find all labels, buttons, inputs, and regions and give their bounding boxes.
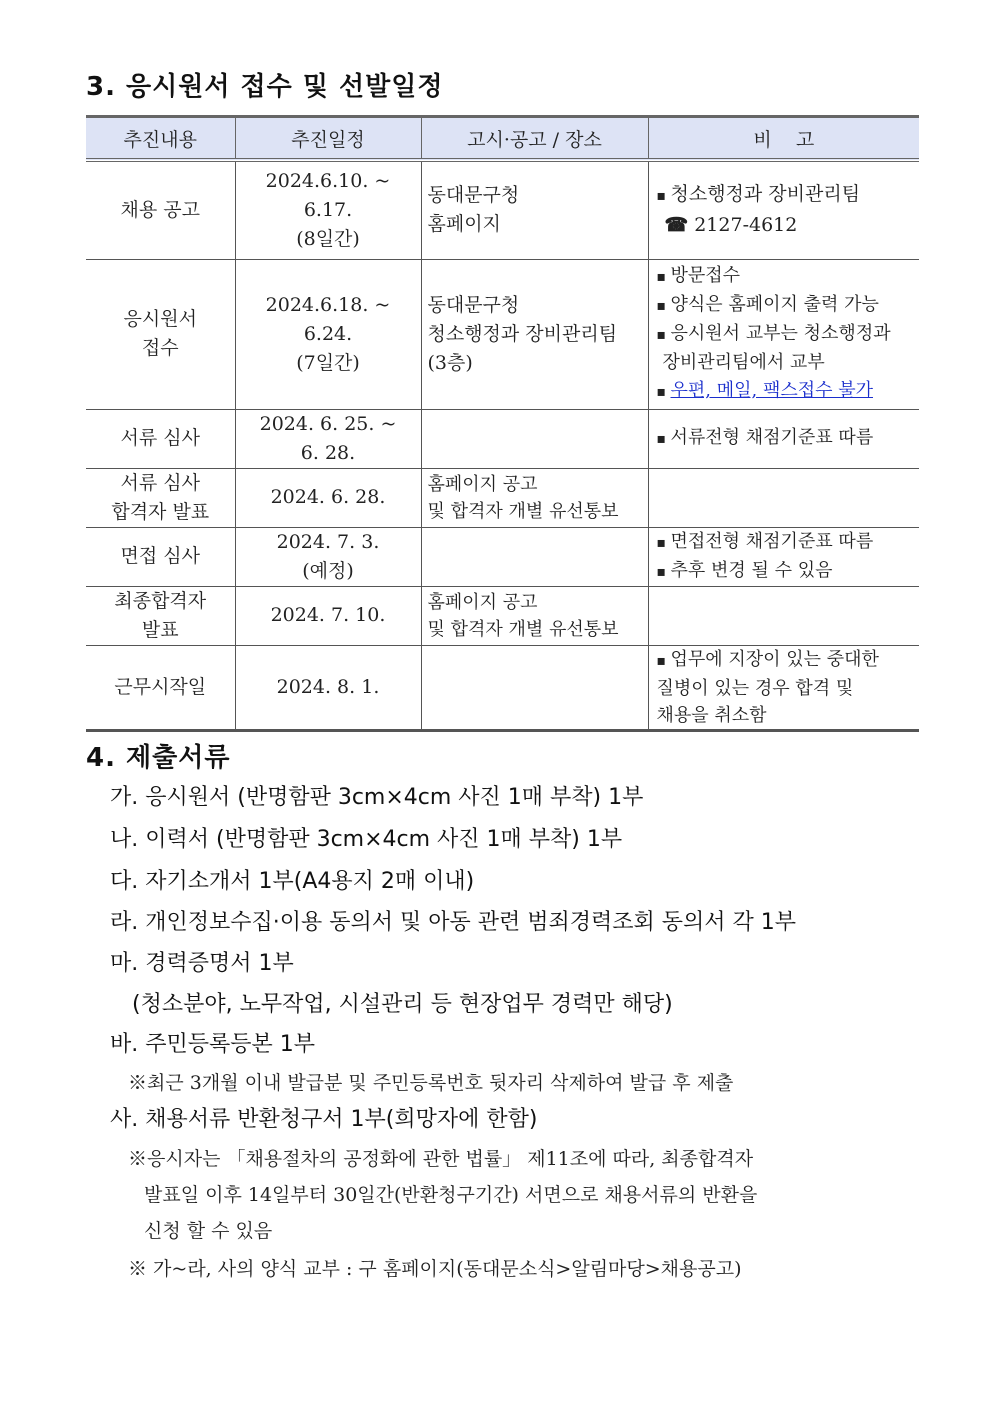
- cell-schedule: [235, 259, 421, 409]
- cell-text: (3층): [427, 351, 473, 374]
- cell-text: 응시원서: [123, 308, 197, 330]
- col-header-notes: 비 고: [648, 117, 919, 161]
- table-header-row: [86, 117, 919, 161]
- cell-place: [421, 259, 648, 409]
- note-line: [655, 349, 914, 377]
- bullet-icon: ▪: [656, 188, 666, 205]
- cell-text: 근무시작일: [114, 675, 207, 698]
- document-item: 사. 채용서류 반환청구서 1부(희망자에 한함): [110, 1107, 538, 1132]
- bullet-icon: ▪: [656, 563, 666, 580]
- cell-place: [421, 645, 648, 730]
- document-item: 마. 경력증명서 1부: [110, 951, 294, 976]
- table-row: [86, 586, 919, 645]
- cell-text: 2024.6.18. ~: [265, 293, 391, 316]
- note-text: 서류전형 채점기준표 따름: [670, 427, 874, 448]
- cell-item: [86, 409, 235, 468]
- bullet-icon: ▪: [656, 298, 666, 314]
- table-row: [86, 527, 919, 586]
- note-text: 장비관리팀에서 교부: [662, 352, 825, 373]
- note-line: [655, 702, 914, 729]
- document-item: 가. 응시원서 (반명함판 3cm×4cm 사진 1매 부착) 1부: [110, 785, 644, 810]
- cell-text: 6.24.: [303, 322, 353, 345]
- document-item: 라. 개인정보수집·이용 동의서 및 아동 관련 범죄경력조회 동의서 각 1부: [110, 910, 796, 935]
- note-line: [655, 528, 914, 557]
- note-line: [655, 377, 914, 406]
- cell-item: [86, 527, 235, 586]
- cell-schedule: [235, 586, 421, 645]
- cell-schedule: [235, 468, 421, 527]
- note-text: 질병이 있는 경우 합격 및: [656, 677, 854, 699]
- cell-notes: [648, 160, 919, 259]
- phone-icon: ☎: [664, 214, 689, 237]
- note-line: [655, 291, 914, 320]
- document-note-line: 신청 할 수 있음: [144, 1220, 273, 1242]
- note-text: 양식은 홈페이지 출력 가능: [670, 294, 879, 315]
- cell-notes: [648, 645, 919, 730]
- cell-text: 2024. 8. 1.: [276, 675, 380, 698]
- table-row: [86, 645, 919, 730]
- cell-text: 6.17.: [303, 198, 353, 221]
- cell-text: (8일간): [296, 227, 360, 250]
- cell-notes: [648, 586, 919, 645]
- cell-notes: [648, 259, 919, 409]
- cell-text: 6. 28.: [300, 441, 356, 464]
- note-text: 업무에 지장이 있는 중대한: [670, 648, 879, 670]
- bullet-icon: ▪: [656, 384, 666, 400]
- cell-text: 면접 심사: [120, 545, 200, 567]
- cell-text: 채용 공고: [120, 198, 200, 221]
- document-item: 바. 주민등록등본 1부: [110, 1032, 315, 1057]
- note-line: [655, 320, 914, 349]
- cell-place: [421, 409, 648, 468]
- table-row: [86, 160, 919, 259]
- cell-text: 2024. 7. 3.: [276, 530, 380, 553]
- cell-text: 및 합격자 개별 유선통보: [427, 500, 619, 522]
- note-line: [655, 423, 914, 454]
- note-line: [655, 646, 914, 675]
- cell-text: (7일간): [296, 351, 360, 374]
- cell-place: [421, 160, 648, 259]
- cell-text: 홈페이지 공고: [427, 473, 538, 495]
- document-item: 나. 이력서 (반명함판 3cm×4cm 사진 1매 부착) 1부: [110, 827, 623, 852]
- section-4-title: 4. 제출서류: [86, 743, 231, 773]
- note-line: [655, 211, 914, 240]
- col-header-schedule: 추진일정: [235, 117, 421, 161]
- note-line: [655, 180, 914, 211]
- bullet-icon: ▪: [656, 431, 666, 447]
- document-note: ※최근 3개월 이내 발급분 및 주민등록번호 뒷자리 삭제하여 발급 후 제출: [128, 1072, 734, 1094]
- note-line: [655, 675, 914, 702]
- bullet-icon: ▪: [656, 269, 666, 285]
- table-row: [86, 409, 919, 468]
- cell-notes: [648, 409, 919, 468]
- cell-item: [86, 468, 235, 527]
- document-item: 다. 자기소개서 1부(A4용지 2매 이내): [110, 869, 475, 894]
- cell-text: 합격자 발표: [111, 500, 210, 523]
- note-text: 채용을 취소함: [656, 704, 767, 726]
- cell-item: [86, 160, 235, 259]
- cell-notes: [648, 468, 919, 527]
- col-header-place: 고시·공고 / 장소: [421, 117, 648, 161]
- bullet-icon: ▪: [656, 652, 666, 669]
- document-note-line: ※응시자는 「채용절차의 공정화에 관한 법률」 제11조에 따라, 최종합격자: [128, 1148, 754, 1170]
- schedule-table: [86, 115, 919, 732]
- cell-text: 홈페이지 공고: [427, 591, 538, 613]
- bullet-icon: ▪: [656, 534, 666, 551]
- cell-text: 청소행정과 장비관리팀: [427, 322, 618, 345]
- cell-text: 2024. 6. 28.: [270, 486, 386, 508]
- phone-number: 2127-4612: [694, 214, 798, 237]
- note-text: 면접전형 채점기준표 따름: [670, 530, 874, 552]
- cell-schedule: [235, 527, 421, 586]
- cell-item: [86, 259, 235, 409]
- cell-text: 2024. 7. 10.: [270, 604, 386, 626]
- table-row: [86, 468, 919, 527]
- cell-notes: [648, 527, 919, 586]
- note-text: 추후 변경 될 수 있음: [670, 559, 833, 581]
- cell-text: 서류 심사: [120, 471, 200, 494]
- cell-place: [421, 586, 648, 645]
- cell-item: [86, 645, 235, 730]
- bullet-icon: ▪: [656, 327, 666, 343]
- cell-item: [86, 586, 235, 645]
- document-note-line: 발표일 이후 14일부터 30일간(반환청구기간) 서면으로 채용서류의 반환을: [144, 1184, 758, 1206]
- note-line: [655, 557, 914, 586]
- cell-place: [421, 527, 648, 586]
- cell-text: 2024. 6. 25. ~: [259, 412, 397, 435]
- note-text: 응시원서 교부는 청소행정과: [670, 323, 891, 344]
- cell-text: 발표: [141, 618, 179, 641]
- section-3-title: 3. 응시원서 접수 및 선발일정: [86, 72, 444, 102]
- cell-text: 접수: [141, 337, 179, 359]
- form-distribution-footnote: ※ 가~라, 사의 양식 교부 : 구 홈페이지(동대문소식>알림마당>채용공고): [128, 1258, 742, 1280]
- note-text: 청소행정과 장비관리팀: [670, 183, 861, 206]
- cell-text: 및 합격자 개별 유선통보: [427, 618, 619, 640]
- col-header-item: 추진내용: [86, 117, 235, 161]
- note-text: 방문접수: [670, 265, 741, 286]
- cell-schedule: [235, 160, 421, 259]
- cell-text: (예정): [302, 559, 354, 582]
- cell-text: 최종합격자: [114, 589, 207, 612]
- cell-text: 2024.6.10. ~: [265, 169, 391, 192]
- cell-schedule: [235, 645, 421, 730]
- note-line: [655, 262, 914, 291]
- cell-schedule: [235, 409, 421, 468]
- cell-text: 동대문구청: [427, 293, 520, 316]
- table-row: [86, 259, 919, 409]
- document-sub-note: (청소분야, 노무작업, 시설관리 등 현장업무 경력만 해당): [132, 992, 673, 1017]
- cell-text: 홈페이지: [427, 213, 501, 236]
- cell-text: 동대문구청: [427, 184, 520, 207]
- note-highlight-text: 우편, 메일, 팩스접수 불가: [670, 380, 873, 401]
- cell-place: [421, 468, 648, 527]
- cell-text: 서류 심사: [120, 427, 200, 449]
